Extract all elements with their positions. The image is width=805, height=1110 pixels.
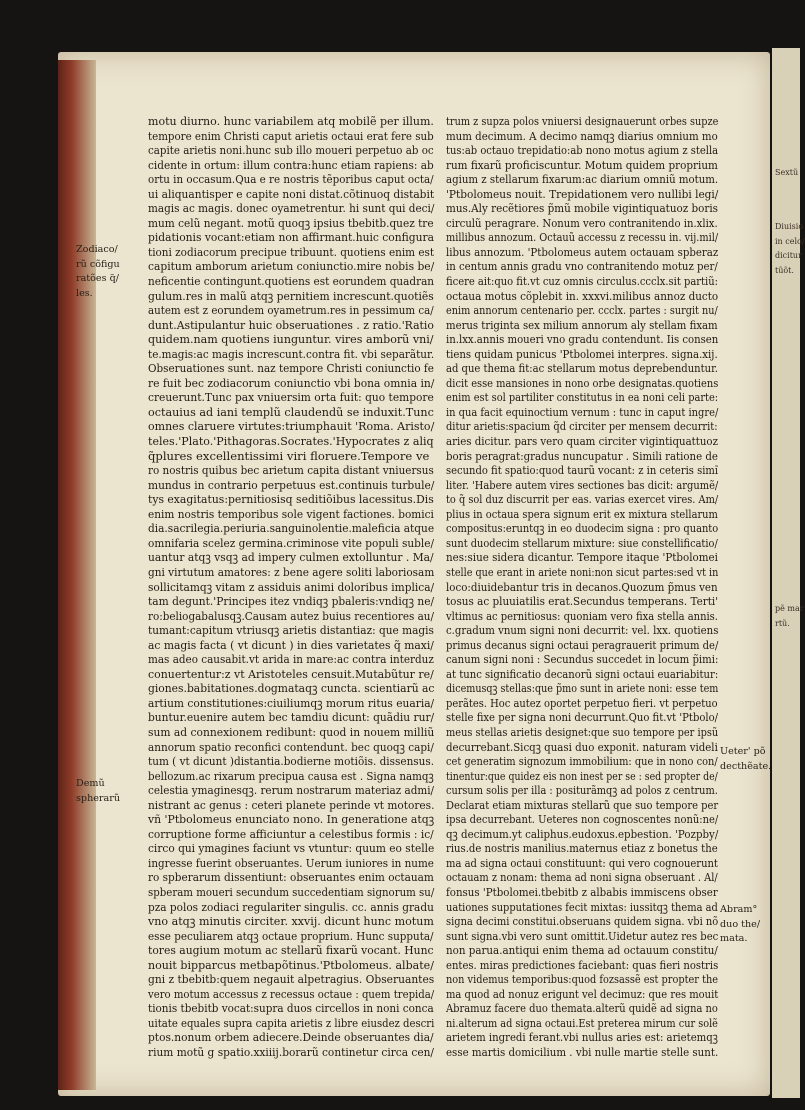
text-line: ingresse fuerint obseruantes. Uerum iuniores in nume	[148, 855, 434, 870]
text-line: tores augium motum ac stellarũ fixarũ vocant. Hunc	[148, 943, 434, 958]
text-line: libus annozum. 'Ptbolomeus autem octauam spberaz	[446, 244, 719, 259]
margin-note-line: duo the/	[720, 918, 761, 930]
margin-note-spherarum	[76, 778, 120, 807]
fragment-line: tũõt.	[775, 265, 794, 275]
text-line: ac magis facta ( vt dicunt ) in dies varietates q̃ maxi/	[148, 637, 434, 652]
text-line: dia.sacrilegia.periuria.sanguinolentie.maleficia atque	[148, 521, 435, 536]
text-line: canum signi noni : Secundus succedet in locum p̃imi:	[446, 652, 719, 667]
text-line: ditur arietis:spacium q̃d circiter per mensem decurrit:	[446, 419, 718, 434]
text-line: 'Ptbolomeus nouit. Trepidationem vero nullibi legi/	[446, 186, 719, 201]
fragment-line: Diuisio	[775, 222, 804, 231]
next-page-fragment-upper	[775, 222, 805, 280]
fragment-line: rtũ.	[775, 618, 790, 628]
text-line: entes. miras predictiones faciebant: quas fieri nostris	[446, 957, 719, 972]
text-line: stelle que erant in ariete noni:non sicut partes:sed vt in	[446, 564, 719, 579]
text-line: at tunc significatio decanorũ signi octaui euariabitur:	[446, 666, 719, 681]
margin-note-line: ratões q̃/	[76, 273, 119, 285]
text-line: boris peragrat:gradus nuncupatur . Simili ratione de	[446, 448, 718, 463]
text-line: loco:diuidebantur tris in decanos.Quozum p̃mus ven	[446, 579, 718, 594]
text-line: ui aliquantisper e capite noni distat.cõtinuoq distabit	[148, 186, 435, 201]
text-line: mas adeo causabit.vt arida in mare:ac contra interduz	[148, 652, 434, 667]
text-line: uantur atqꝫ vsqꝫ ad impery culmen extolluntur . Ma/	[148, 550, 434, 565]
text-line: pidationis vocant:etiam non affirmant.huic configura	[148, 230, 434, 245]
text-line: circo qui ymagines faciunt vs vtuntur: quum eo stelle	[148, 841, 435, 856]
text-line: Obseruationes sunt. naz tempore Christi coniunctio fe	[148, 361, 434, 376]
text-line: ipsa decurrebant. Ueteres non cognoscentes nonũ:ne/	[446, 812, 719, 827]
text-line: re fuit bec zodiacorum coniunctio vbi bona omnia in/	[148, 375, 435, 390]
margin-note-line: spherarũ	[76, 792, 120, 804]
margin-note-line: mata.	[720, 933, 748, 945]
text-line: ma ad signa octaui constituunt: qui vero cognouerunt	[446, 855, 718, 870]
text-line: to q̃ sol duz discurrit per eas. varias exercet vires. Am/	[446, 492, 719, 507]
text-line: decurrebant.Sicqꝫ quasi duo exponit. naturam videli	[446, 739, 718, 754]
text-line: tam degunt.'Principes itez vndiqꝫ pbaleris:vndiqꝫ ne/	[148, 594, 435, 609]
text-line: tempore enim Christi caput arietis octaui erat fere sub	[148, 128, 434, 143]
text-line: ad que thema fit:ac stellarum motus deprebenduntur.	[446, 361, 718, 376]
text-line: buntur.euenire autem bec tamdiu dicunt: quãdiu rur/	[148, 710, 435, 725]
text-line: quidem.nam quotiens iunguntur. vires amborũ vni/	[148, 332, 434, 347]
margin-note-line: Ueter' põ	[720, 746, 766, 757]
text-line: non parua.antiqui enim thema ad octauum constitu/	[446, 943, 718, 958]
text-line: millibus annozum. Octauũ accessu z recessu in. vij.mil/	[446, 230, 719, 245]
text-line: vero motum accessus z recessus octaue : quem trepida/	[148, 986, 435, 1001]
text-line: esse peculiarem atqꝫ octaue proprium. Hunc supputa/	[148, 928, 434, 943]
fragment-line: dicitur	[775, 251, 802, 261]
text-line: tinentur:que quidez eis non inest per se : sed propter de/	[446, 768, 718, 783]
text-line: tus:ab octauo trepidatio:ab nono motus agium z stella	[446, 143, 719, 158]
text-line: trum z supza polos vniuersi designauerunt orbes supze	[446, 114, 719, 128]
text-line: enim annorum centenario per. ccclx. partes : surgit nu/	[446, 303, 718, 318]
text-line: agium z stellarum fixarum:ac diarium omniũ motum.	[446, 172, 719, 187]
text-line: primus decanus signi octaui peragrauerit primum de/	[446, 637, 719, 652]
text-line: enim nostris temporibus sole vigent factiones. bomici	[148, 506, 434, 521]
margin-note-line: decthẽate.	[720, 760, 772, 772]
margin-note-zodiaci	[76, 244, 120, 302]
text-line: te.magis:ac magis increscunt.contra fit. vbi separãtur.	[148, 346, 435, 361]
text-line: annorum spatio reconfici contendunt. bec quoqꝫ capi/	[148, 739, 434, 754]
text-line: sollicitamqꝫ vitam z assiduis animi doloribus implica/	[148, 579, 435, 594]
text-line: rium motũ g spatio.xxiiij.borarũ continetur circa cen/	[148, 1045, 434, 1059]
text-line: creuerunt.Tunc pax vniuersim orta fuit: quo tempore	[148, 390, 434, 405]
text-line: c.gradum vnum signi noni decurrit: vel. lxx. quotiens	[446, 623, 719, 638]
text-line: gni virtutum amatores: z bene agere soliti laboriosam	[148, 564, 435, 579]
text-line: tum ( vt dicunt )distantia.bodierne motiõis. dissensus.	[148, 754, 435, 769]
text-line: nistrant ac genus : ceteri planete perinde vt motores.	[148, 797, 435, 812]
text-line: giones.babitationes.dogmataqꝫ cuncta. scientiarũ ac	[148, 681, 435, 696]
text-line: in qua facit equinoctium vernum : tunc in caput ingre/	[446, 404, 719, 419]
margin-note-line: Demũ	[76, 778, 105, 789]
text-line: stelle fixe per signa noni decurrunt.Quo fit.vt 'Ptbolo/	[446, 710, 719, 725]
text-line: bellozum.ac rixarum precipua causa est . Signa namqꝫ	[148, 768, 434, 783]
text-line: capitum amborum arietum coniunctio.mire nobis be/	[148, 259, 435, 274]
text-line: tionis tbebitb vocat:supra duos circellos in noni conca	[148, 1001, 434, 1016]
text-line: motu diurno. hunc variabilem atq mobilẽ per illum.	[148, 114, 434, 128]
text-line: aries dicitur. pars vero quam circiter vigintiquattuoz	[446, 434, 718, 449]
text-line: autem est z eorundem oyametrum.res in pessimum ca/	[148, 303, 434, 318]
text-line: cursum solis per illa : positurãmqꝫ ad polos z centrum.	[446, 783, 718, 798]
next-page-fragment-top	[775, 168, 798, 183]
margin-note-line: Abram°	[720, 904, 758, 915]
text-line: neficentie contingunt.quotiens est eorundem quadran	[148, 274, 435, 289]
text-line: pza polos zodiaci regulariter singulis. cc. annis gradu	[148, 899, 434, 914]
text-line: celestia ymaginesqꝫ. rerum nostrarum materiaz admi/	[148, 783, 435, 798]
text-line: octaua motus cõplebit in. xxxvi.milibus annoz ducto	[446, 288, 719, 303]
text-line: uationes supputationes fecit mixtas: iussitqꝫ thema ad	[446, 899, 718, 914]
text-line: liter. 'Habere autem vires sectiones bas dicit: argumẽ/	[446, 477, 719, 492]
next-page-strip	[772, 48, 800, 1098]
text-line: gni z tbebitb:quem negauit alpetragius. Obseruantes	[148, 972, 435, 987]
text-line: plius in octaua spera signum erit ex mixtura stellarum	[446, 506, 718, 521]
text-line: non videmus temporibus:quod fozsassẽ est propter the	[446, 972, 719, 987]
text-line: vñ 'Ptbolomeus enunciato nono. In generatione atqꝫ	[148, 812, 435, 827]
text-line: sunt duodecim stellarum mixture: siue constellificatio/	[446, 535, 718, 550]
text-line: magis ac magis. donec oyametrentur. hi sunt qui deci/	[148, 201, 435, 216]
text-line: omnifaria scelez germina.criminose vite populi suble/	[148, 535, 435, 550]
margin-note-veteres	[720, 746, 771, 775]
text-line: compositus:eruntqꝫ in eo duodecim signa : pro quanto	[446, 521, 719, 536]
right-text-column	[446, 114, 718, 1060]
margin-note-line: rũ cõfigu	[76, 258, 120, 270]
text-line: in centum annis gradu vno contranitendo motuz per/	[446, 259, 718, 274]
text-line: Abramuz facere duo themata.alterũ quidẽ ad signa no	[446, 1001, 718, 1016]
text-line: perãtes. Hoc autez oportet perpetuo fieri. vt perpetuo	[446, 695, 718, 710]
text-line: cet generatim signozum immobilium: que in nono con/	[446, 754, 718, 769]
text-line: mum decimum. A decimo namqꝫ diarius omnium mo	[446, 128, 718, 143]
text-line: ni.alterum ad signa octaui.Est preterea mirum cur solẽ	[446, 1015, 718, 1030]
text-line: mus.Aly recẽtiores p̃mũ mobile vigintiquatuoz boris	[446, 201, 719, 216]
red-page-edge	[58, 60, 96, 1090]
margin-note-line: Zodiaco/	[76, 244, 118, 255]
text-line: uitate equales supra capita arietis z libre eiusdez descri	[148, 1015, 435, 1030]
text-line: sum ad connexionem redibunt: quod in nouem milliũ	[148, 724, 435, 739]
text-line: secundo fit spatio:quod taurũ vocant: z in ceteris simĩ	[446, 463, 719, 478]
text-line: mundus in contrario perpetuus est.continuis turbule/	[148, 477, 435, 492]
text-line: arietem ingredi ferant.vbi nullus aries est: arietemqꝫ	[446, 1030, 718, 1045]
text-line: fonsus 'Ptbolomei.tbebitb z albabis immiscens obser	[446, 884, 718, 899]
text-line: esse martis domicilium . vbi nulle martie stelle sunt.	[446, 1045, 719, 1059]
text-line: corruptione forme afficiuntur a celestibus formis : ic/	[148, 826, 434, 841]
text-line: rum fixarũ proficiscuntur. Motum quidem proprium	[446, 157, 718, 172]
text-line: teles.'Plato.'Pithagoras.Socrates.'Hypocrates z aliq	[148, 434, 434, 449]
left-text-column	[148, 114, 434, 1060]
text-line: cidente in ortum: illum contra:hunc etiam rapiens: ab	[148, 157, 434, 172]
margin-note-abram	[720, 904, 760, 948]
text-line: in.lxx.annis moueri vno gradu contendunt. Iis consen	[446, 332, 719, 347]
text-line: tosus ac pluuiatilis erat.Secundus temperans. Terti'	[446, 594, 719, 609]
text-line: octauam z nonam: thema ad noni signa obseruant . Al/	[446, 870, 718, 885]
text-line: Declarat etiam mixturas stellarũ que suo tempore per	[446, 797, 719, 812]
text-line: octauius ad iani templũ claudendũ se induxit.Tunc	[148, 404, 434, 419]
text-line: tioni zodiacorum precipue tribuunt. quotiens enim est	[148, 244, 435, 259]
text-line: spberam moueri secundum succedentiam signorum su/	[148, 884, 435, 899]
text-line: tiens quidam punicus 'Ptbolomei interpres. signa.xij.	[446, 346, 718, 361]
text-line: merus triginta sex milium annorum aly stellam fixam	[446, 317, 718, 332]
text-line: conuertentur:z vt Aristoteles censuit.Mutabũtur re/	[148, 666, 434, 681]
text-line: tumant:capitum vtriusqꝫ arietis distantiaz: que magis	[148, 623, 434, 638]
text-line: ficere ait:quo fit.vt cuz omnis circulus.ccclx.sit partiũ:	[446, 274, 718, 289]
text-line: vltimus ac pernitiosus: quoniam vero fixa stella annis.	[446, 608, 718, 623]
text-line: nes:siue sidera dicantur. Tempore itaque 'Ptbolomei	[446, 550, 718, 565]
text-line: ro nostris quibus bec arietum capita distant vniuersus	[148, 463, 434, 478]
fragment-line: pẽ mar	[775, 604, 804, 613]
text-line: dicemusqꝫ stellas:que p̃mo sunt in ariete noni: esse tem	[446, 681, 719, 696]
text-line: qꝫ decimum.yt caliphus.eudoxus.epbestion. 'Pozpby/	[446, 826, 719, 841]
fragment-line: Sextũ	[775, 168, 799, 177]
text-line: ptos.nonum orbem adiecere.Deinde obseruantes dia/	[148, 1030, 434, 1045]
text-line: gulum.res in malũ atqꝫ pernitiem increscunt.quotiẽs	[148, 288, 434, 303]
text-line: dicit esse mansiones in nono orbe designatas.quotiens	[446, 375, 719, 390]
fragment-line: in celo/	[775, 236, 805, 246]
text-line: mum celũ negant. motũ quoqꝫ ipsius tbebitb.quez tre	[148, 215, 434, 230]
text-line: dunt.Astipulantur huic obseruationes . z ratio.'Ratio	[148, 317, 434, 332]
text-line: ma quod ad nonuz erigunt vel decimuz: que res mouit	[446, 986, 719, 1001]
text-line: signa decimi constitui.obseruans quidem signa. vbi nõ	[446, 914, 719, 929]
text-line: ro:beliogabalusqꝫ.Causam autez buius recentiores au/	[148, 608, 435, 623]
next-page-fragment-middle	[775, 604, 804, 633]
margin-note-line: les.	[76, 287, 93, 299]
text-line: circulũ peragrare. Nonum vero contranitendo in.xlix.	[446, 215, 718, 230]
text-line: omnes claruere virtutes:triumphauit 'Roma. Aristo/	[148, 419, 435, 434]
text-line: artium constitutiones:ciuiliumqꝫ morum ritus euaria/	[148, 695, 435, 710]
text-line: meus stellas arietis designet:que suo tempore per ipsũ	[446, 724, 719, 739]
text-line: q̃plures excellentissimi viri floruere.Tempore ve	[148, 448, 430, 463]
text-line: vno atqꝫ minutis circiter. xxvij. dicunt hunc motum	[148, 914, 434, 929]
text-line: ro spberarum dissentiunt: obseruantes enim octauam	[148, 870, 434, 885]
text-line: nouit bipparcus metbapõtinus.'Ptbolomeus. albate/	[148, 957, 434, 972]
text-line: ortu in occasum.Qua e re nostris tẽporibus caput octa/	[148, 172, 434, 187]
text-line: enim est sol partiliter constitutus in ea noni celi parte:	[446, 390, 719, 405]
text-line: rius.de nostris manilius.maternus etiaz z bonetus the	[446, 841, 718, 856]
text-line: sunt signa.vbi vero sunt omittit.Uidetur autez res bec	[446, 928, 719, 943]
text-line: tys exagitatus:pernitiosisq seditiõibus lacessitus.Dis	[148, 492, 434, 507]
text-line: capite arietis noni.hunc sub illo moueri perpetuo ab oc	[148, 143, 434, 158]
